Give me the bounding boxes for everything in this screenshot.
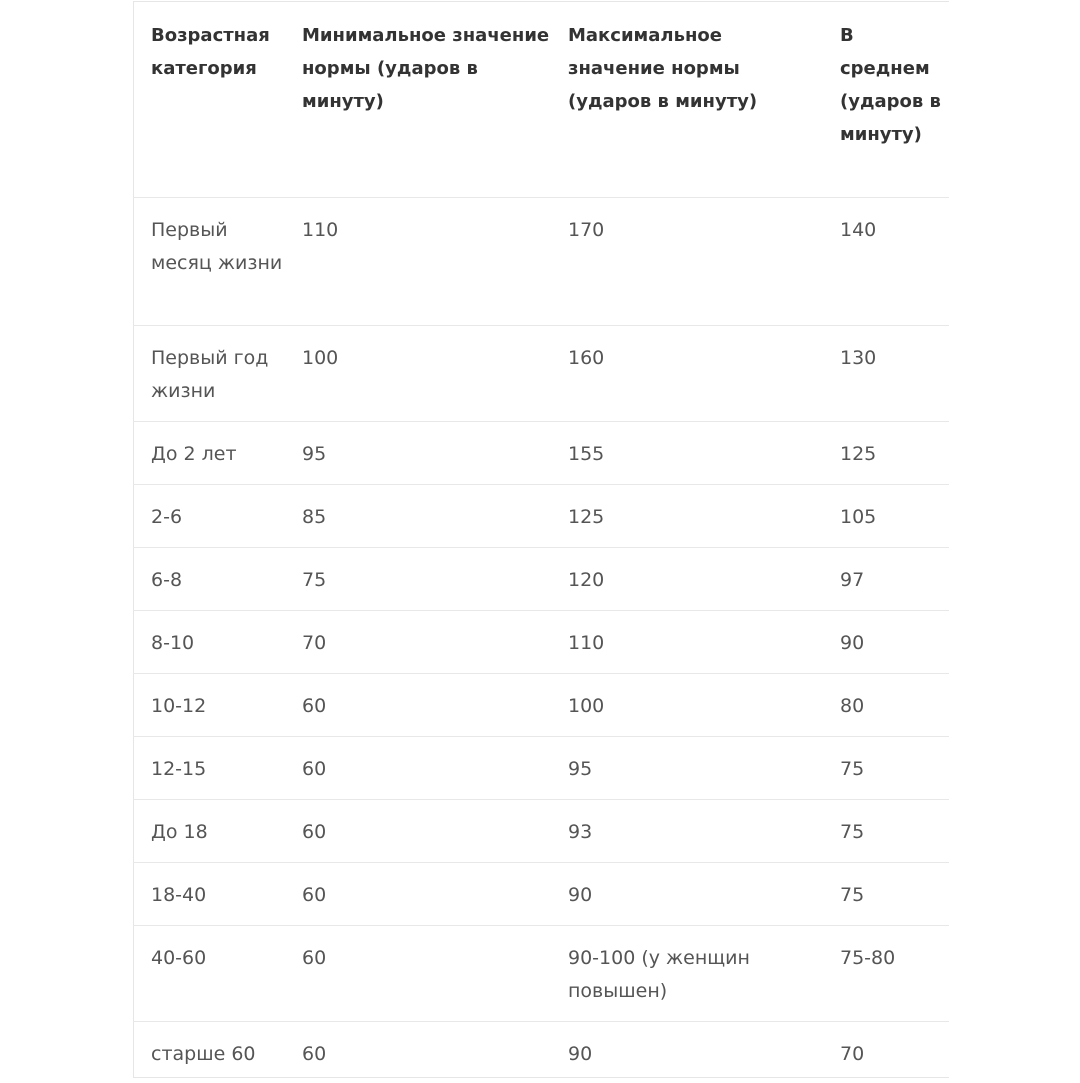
cell-age: 8-10 (133, 610, 284, 673)
cell-max: 155 (550, 421, 822, 484)
cell-avg: 75 (822, 862, 949, 925)
cell-avg: 75 (822, 736, 949, 799)
cell-min: 60 (284, 736, 550, 799)
cell-avg: 70 (822, 1021, 949, 1083)
header-max-norm: Максимальное значение нормы (ударов в минуту) (568, 25, 758, 112)
cell-max: 100 (550, 673, 822, 736)
cell-avg: 140 (822, 197, 949, 325)
cell-avg: 105 (822, 484, 949, 547)
cell-age: До 2 лет (133, 421, 284, 484)
cell-max: 160 (550, 325, 822, 421)
table-row (133, 862, 949, 925)
cell-avg: 125 (822, 421, 949, 484)
table-row (133, 1021, 949, 1083)
cell-age: 12-15 (133, 736, 284, 799)
cell-avg: 75 (822, 799, 949, 862)
cell-avg: 97 (822, 547, 949, 610)
cell-max: 125 (550, 484, 822, 547)
header-average: В среднем (ударов в минуту) (840, 25, 941, 145)
cell-min: 60 (284, 925, 550, 1021)
table-row (133, 736, 949, 799)
cell-age: 2-6 (133, 484, 284, 547)
cell-max: 90-100 (у женщин повышен) (550, 925, 822, 1021)
cell-age: 40-60 (133, 925, 284, 1021)
cell-age: До 18 (133, 799, 284, 862)
table-row (133, 197, 949, 325)
cell-avg: 130 (822, 325, 949, 421)
cell-avg: 90 (822, 610, 949, 673)
table-row (133, 673, 949, 736)
cell-min: 60 (284, 673, 550, 736)
cell-max: 95 (550, 736, 822, 799)
table-row (133, 799, 949, 862)
table-row (133, 421, 949, 484)
cell-age: 18-40 (133, 862, 284, 925)
cell-min: 75 (284, 547, 550, 610)
cell-age: 10-12 (133, 673, 284, 736)
cell-min: 60 (284, 862, 550, 925)
heart-rate-table-frame (133, 1, 949, 1078)
cell-min: 100 (284, 325, 550, 421)
table-header-row (133, 2, 949, 197)
cell-min: 85 (284, 484, 550, 547)
table-row (133, 547, 949, 610)
cell-max: 90 (550, 1021, 822, 1083)
table-row (133, 325, 949, 421)
table-row (133, 925, 949, 1021)
cell-max: 170 (550, 197, 822, 325)
cell-min: 70 (284, 610, 550, 673)
cell-age: Первый год жизни (133, 325, 284, 421)
cell-min: 60 (284, 799, 550, 862)
cell-age: старше 60 (133, 1021, 284, 1083)
cell-age: Первый месяц жизни (133, 197, 284, 325)
header-min-norm: Минимальное значение нормы (ударов в минуту) (302, 25, 550, 112)
cell-min: 95 (284, 421, 550, 484)
cell-max: 110 (550, 610, 822, 673)
table-row (133, 610, 949, 673)
cell-max: 93 (550, 799, 822, 862)
cell-min: 60 (284, 1021, 550, 1083)
heart-rate-table (133, 2, 949, 1083)
cell-max: 120 (550, 547, 822, 610)
cell-age: 6-8 (133, 547, 284, 610)
cell-avg: 75-80 (822, 925, 949, 1021)
header-age-category: Возрастная категория (151, 25, 270, 79)
cell-avg: 80 (822, 673, 949, 736)
table-row (133, 484, 949, 547)
cell-max: 90 (550, 862, 822, 925)
cell-min: 110 (284, 197, 550, 325)
